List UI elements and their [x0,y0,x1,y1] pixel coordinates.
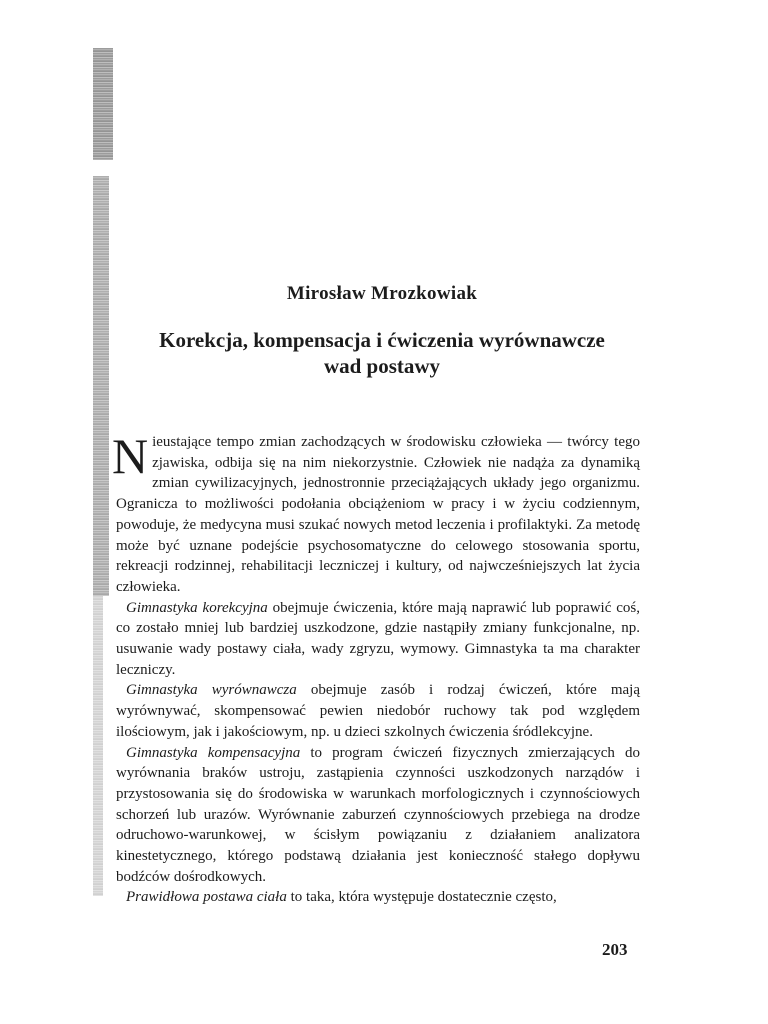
author-name: Mirosław Mrozkowiak [286,283,478,304]
paragraph-lead: Prawidłowa postawa ciała [126,889,287,906]
title-line: wad postawy [323,354,441,378]
paragraph-lead: Gimnastyka korekcyjna [126,599,268,616]
paragraph [116,598,640,681]
paragraph-text: to taka, która występuje dostatecznie często, [286,889,557,906]
paragraph [112,428,640,598]
paragraph-lead: Gimnastyka wyrównawcza [126,682,297,699]
paragraph-text: obejmuje ćwiczenia, które mają naprawić lub poprawić coś, co zostało mniej lub bardziej uszkodzone, gdzie nastąpiły zmiany funkcjonalne, np. usuwanie wady postawy ciała, wady zgryzu, wymowy. Gimnastyka ta ma charakter leczniczy. [116,599,641,678]
page-number: 203 [602,940,628,959]
paragraph-text: obejmuje zasób i rodzaj ćwiczeń, które mają wyrównywać, skompensować pewien niedobór ruchowy tak pod względem ilościowym, jak i jakościowym, np. u dzieci szkolnych ćwiczenia śródlekcyjne. [116,682,640,740]
paragraph [116,680,640,742]
scan-edge-shadow [93,596,103,896]
article-body [112,428,641,908]
scan-edge-shadow [93,176,109,596]
scan-edge-shadow [93,48,113,160]
paragraph-text: ieustające tempo zmian zachodzących w środowisku człowieka — twórcy tego zjawiska, odbija się na nim niekorzystnie. Człowiek nie nadąża za dynamiką zmian cywilizacyjnych, jednostronnie przeciążających układy jego organizmu. Ogranicza to możliwości podołania obciążeniom w pracy i w życiu codziennym, powoduje, że medycyna musi szukać nowych metod leczenia i profilaktyki. Za metodę może być uznane podejście psychosomatyczne do celowego stosowania sportu, rekreacji rodzinnej, rehabilitacji leczniczej i kultury, od najwcześniejszych lat życia człowieka. [116,434,640,595]
paragraph [116,887,640,908]
article-title [112,327,652,379]
paragraph [116,743,640,888]
drop-cap: N [112,428,149,484]
paragraph-text: to program ćwiczeń fizycznych zmierzających do wyrównania braków ustroju, zastąpienia czynności uszkodzonych narządów i przystosowania się do środowiska w warunkach morfologicznych i czynnościowych schorzeń lub urazów. Wyrównanie zaburzeń czynnościowych przebiega na drodze odruchowo-warunkowej, w ścisłym powiązaniu z działaniem analizatora kinestetycznego, którego podstawą działania jest konieczność stałego dopływu bodźców dośrodkowych. [116,744,640,885]
title-line: Korekcja, kompensacja i ćwiczenia wyrównawcze [159,328,605,352]
paragraph-lead: Gimnastyka kompensacyjna [126,744,301,761]
